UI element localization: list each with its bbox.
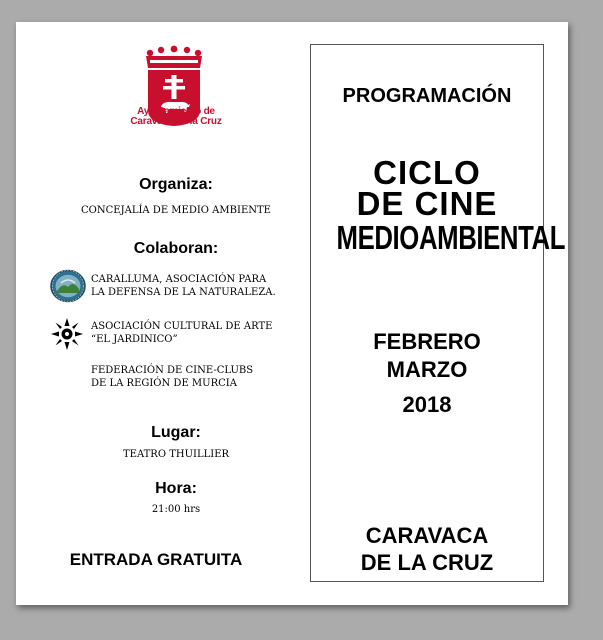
lugar-text: TEATRO THUILLIER <box>122 449 230 460</box>
place-line1: CARAVACA <box>365 523 489 548</box>
place-line2: DE LA CRUZ <box>360 550 494 575</box>
title-line-ciclo: CICLO <box>373 154 481 191</box>
collaborator-line: CARALLUMA, ASOCIACIÓN PARA <box>91 274 267 285</box>
hora-text: 21:00 hrs <box>151 504 201 515</box>
collaborator-line: LA DEFENSA DE LA NATURALEZA. <box>91 287 276 298</box>
entrada-gratuita: ENTRADA GRATUITA <box>69 550 243 569</box>
collaborator-line: FEDERACIÓN DE CINE-CLUBS <box>91 365 254 376</box>
jardinico-star-icon <box>49 316 85 352</box>
programacion-heading: PROGRAMACIÓN <box>342 85 512 107</box>
organiza-text: CONCEJALÍA DE MEDIO AMBIENTE <box>81 205 271 216</box>
collaborator-line: “EL JARDINICO” <box>91 334 178 345</box>
collaborator-line: DE LA REGIÓN DE MURCIA <box>91 378 237 389</box>
ayuntamiento-crest-icon <box>124 44 224 148</box>
month-marzo: MARZO <box>386 357 468 382</box>
collaborator-federacion <box>91 364 253 390</box>
hora-heading: Hora: <box>155 480 197 497</box>
title-line-de-cine: DE CINE <box>356 185 498 222</box>
brochure-page <box>16 22 568 605</box>
logo-title-line2: Caravaca de la Cruz <box>130 116 222 127</box>
title-line-medioambiental: MEDIOAMBIENTAL <box>336 219 566 256</box>
organiza-heading: Organiza: <box>139 176 213 193</box>
year: 2018 <box>402 392 452 417</box>
collaborator-line: ASOCIACIÓN CULTURAL DE ARTE <box>91 321 273 332</box>
caralluma-emblem-icon <box>49 269 87 303</box>
programacion-panel <box>310 44 566 582</box>
collaborator-caralluma <box>91 273 276 299</box>
collaborator-jardinico <box>91 320 272 346</box>
lugar-heading: Lugar: <box>151 424 201 441</box>
logo-title-line1: Ayuntamiento de <box>137 106 215 117</box>
colaboran-heading: Colaboran: <box>133 240 219 257</box>
month-febrero: FEBRERO <box>373 329 481 354</box>
